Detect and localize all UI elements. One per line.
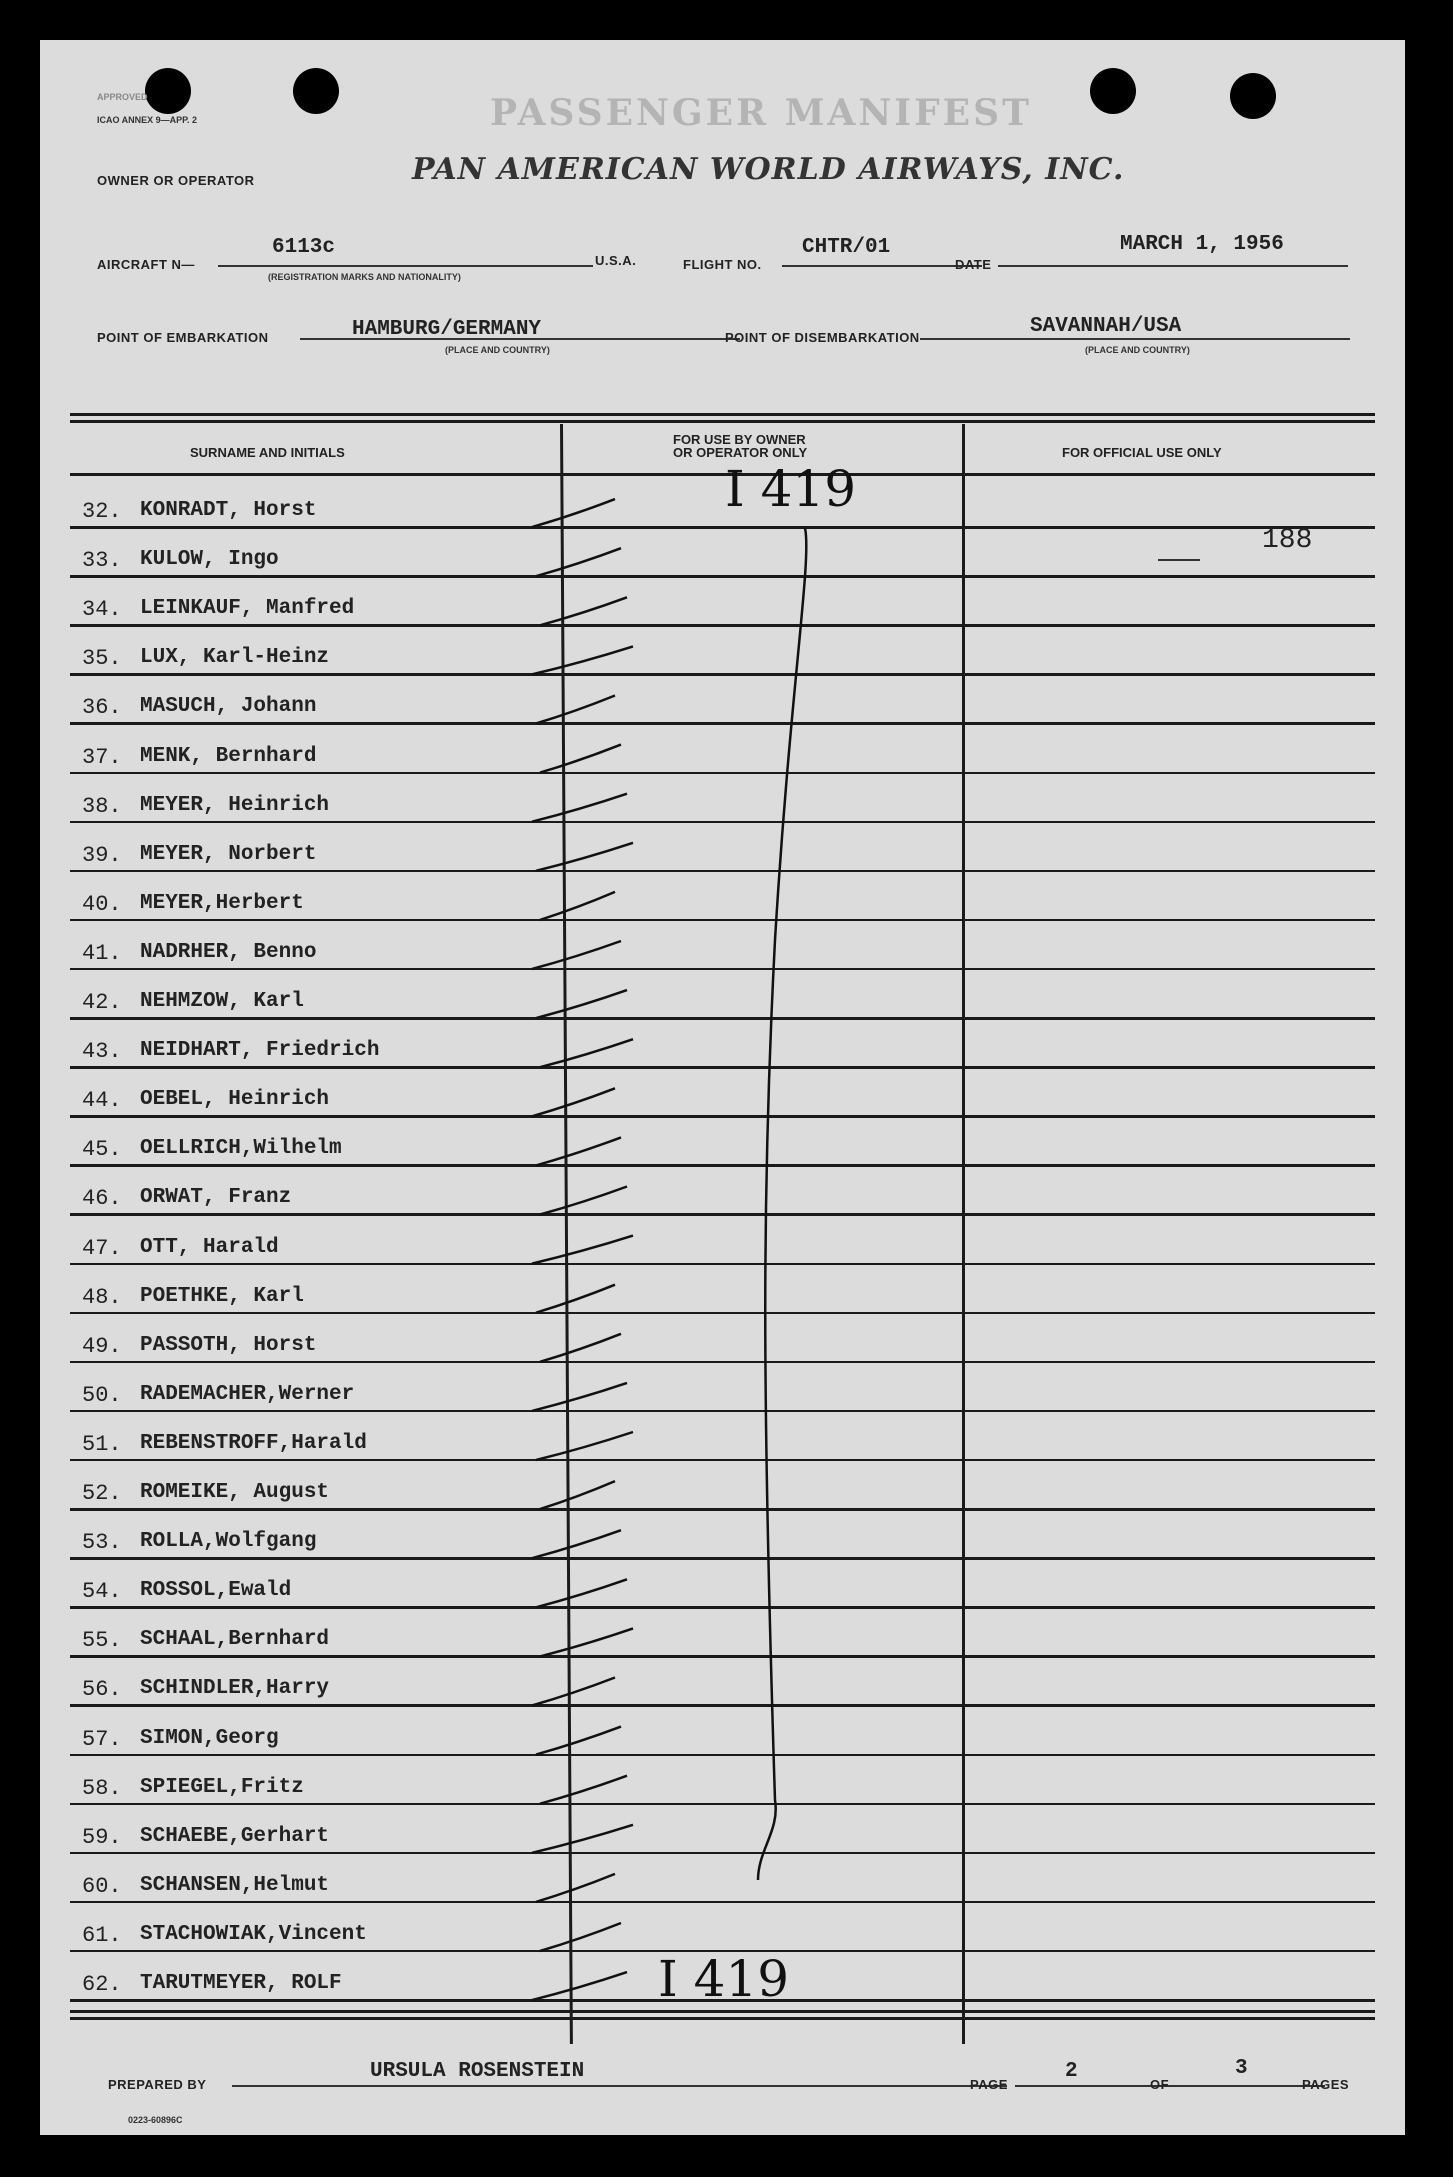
table-row	[40, 1511, 1405, 1560]
passenger-name: MEYER,Herbert	[140, 891, 304, 915]
prepared-by: URSULA ROSENSTEIN	[370, 2060, 585, 2083]
approval-line: APPROVED	[97, 92, 148, 102]
country-label: U.S.A.	[595, 253, 637, 268]
table-row	[40, 1658, 1405, 1707]
passenger-number: 44.	[82, 1088, 122, 1114]
passenger-name: MEYER, Norbert	[140, 842, 317, 866]
handwritten-code-top: I 419	[725, 460, 857, 518]
passenger-number: 51.	[82, 1431, 122, 1457]
pages-label: PAGES	[1302, 2077, 1350, 2092]
passenger-name: ORWAT, Franz	[140, 1186, 292, 1210]
company-name: PAN AMERICAN WORLD AIRWAYS, INC.	[412, 152, 1125, 187]
disembarkation-label: POINT OF DISEMBARKATION	[725, 330, 920, 345]
passenger-name: MASUCH, Johann	[140, 695, 317, 719]
passenger-name: KONRADT, Horst	[140, 499, 317, 523]
table-bottom-rule	[70, 2010, 1375, 2013]
table-row	[40, 1560, 1405, 1609]
table-row	[40, 775, 1405, 824]
table-row	[40, 1413, 1405, 1462]
passenger-number: 52.	[82, 1481, 122, 1507]
aircraft-sublabel: (REGISTRATION MARKS AND NATIONALITY)	[268, 272, 461, 282]
aircraft-number: 6113c	[272, 236, 336, 259]
passenger-number: 48.	[82, 1284, 122, 1310]
table-row	[40, 1217, 1405, 1266]
flight-underline	[782, 265, 982, 267]
passenger-name: REBENSTROFF,Harald	[140, 1431, 367, 1455]
passenger-name: LUX, Karl-Heinz	[140, 646, 330, 670]
header-rule	[70, 473, 1375, 476]
passenger-name: MENK, Bernhard	[140, 744, 317, 768]
passenger-name: STACHOWIAK,Vincent	[140, 1922, 367, 1946]
table-row	[40, 726, 1405, 775]
date-underline	[998, 265, 1348, 267]
embarkation-point: HAMBURG/GERMANY	[352, 318, 542, 341]
owner-label: OWNER OR OPERATOR	[97, 173, 255, 188]
table-top-rule	[70, 420, 1375, 423]
passenger-number: 53.	[82, 1530, 122, 1556]
passenger-number: 49.	[82, 1333, 122, 1359]
column-header-surname: SURNAME AND INITIALS	[190, 445, 345, 460]
table-bottom-rule	[70, 2017, 1375, 2020]
passenger-number: 55.	[82, 1628, 122, 1654]
passenger-name: OTT, Harald	[140, 1235, 279, 1259]
punch-hole	[293, 68, 339, 114]
passenger-name: NADRHER, Benno	[140, 940, 317, 964]
flight-number: CHTR/01	[802, 236, 891, 259]
passenger-name: SIMON,Georg	[140, 1726, 279, 1750]
manifest-paper	[40, 40, 1405, 2135]
page-number: 2	[1065, 2060, 1078, 2083]
table-row	[40, 480, 1405, 529]
passenger-number: 57.	[82, 1726, 122, 1752]
passenger-name: SCHINDLER,Harry	[140, 1677, 330, 1701]
passenger-number: 41.	[82, 940, 122, 966]
disembarkation-point: SAVANNAH/USA	[1030, 315, 1182, 338]
passenger-number: 43.	[82, 1039, 122, 1065]
table-row	[40, 1118, 1405, 1167]
passenger-number: 47.	[82, 1235, 122, 1261]
passenger-name: PASSOTH, Horst	[140, 1333, 317, 1357]
passenger-name: NEHMZOW, Karl	[140, 990, 304, 1014]
passenger-number: 33.	[82, 548, 122, 574]
punch-hole	[145, 68, 191, 114]
passenger-number: 39.	[82, 842, 122, 868]
table-row	[40, 1462, 1405, 1511]
flight-date: MARCH 1, 1956	[1120, 233, 1284, 256]
table-row	[40, 1708, 1405, 1757]
table-row	[40, 1069, 1405, 1118]
punch-hole	[1230, 73, 1276, 119]
table-row	[40, 1020, 1405, 1069]
passenger-name: LEINKAUF, Manfred	[140, 597, 355, 621]
passenger-name: SCHAAL,Bernhard	[140, 1628, 330, 1652]
passenger-name: SPIEGEL,Fritz	[140, 1775, 304, 1799]
document-title: PASSENGER MANIFEST	[490, 92, 1032, 134]
table-row	[40, 1609, 1405, 1658]
punch-hole	[1090, 68, 1136, 114]
column-header-official: FOR OFFICIAL USE ONLY	[1062, 445, 1222, 460]
disembarkation-sublabel: (PLACE AND COUNTRY)	[1085, 345, 1190, 355]
passenger-number: 42.	[82, 990, 122, 1016]
approval-line: ICAO ANNEX 9—APP. 2	[97, 115, 198, 125]
passenger-name: SCHANSEN,Helmut	[140, 1873, 330, 1897]
official-number: 188	[1262, 525, 1313, 556]
table-row	[40, 529, 1405, 578]
passenger-number: 36.	[82, 695, 122, 721]
passenger-name: OEBEL, Heinrich	[140, 1088, 330, 1112]
column-header-owner-use: FOR USE BY OWNER	[673, 432, 806, 447]
table-row	[40, 824, 1405, 873]
passenger-number: 56.	[82, 1677, 122, 1703]
passenger-name: NEIDHART, Friedrich	[140, 1039, 380, 1063]
passenger-number: 50.	[82, 1382, 122, 1408]
passenger-number: 61.	[82, 1922, 122, 1948]
passenger-number: 40.	[82, 891, 122, 917]
table-row	[40, 922, 1405, 971]
table-row	[40, 1757, 1405, 1806]
table-row	[40, 578, 1405, 627]
passenger-name: SCHAEBE,Gerhart	[140, 1824, 330, 1848]
table-row	[40, 1904, 1405, 1953]
passenger-number: 45.	[82, 1137, 122, 1163]
table-top-rule	[70, 413, 1375, 416]
passenger-number: 37.	[82, 744, 122, 770]
passenger-name: ROSSOL,Ewald	[140, 1579, 292, 1603]
disembarkation-underline	[920, 338, 1350, 340]
passenger-number: 35.	[82, 646, 122, 672]
passenger-number: 34.	[82, 597, 122, 623]
passenger-number: 54.	[82, 1579, 122, 1605]
table-row	[40, 1855, 1405, 1904]
handwritten-code-bottom: I 419	[658, 1950, 790, 2008]
aircraft-label: AIRCRAFT N—	[97, 257, 195, 272]
passenger-name: TARUTMEYER, ROLF	[140, 1972, 342, 1996]
table-row	[40, 971, 1405, 1020]
passenger-name: ROMEIKE, August	[140, 1481, 330, 1505]
passenger-number: 38.	[82, 793, 122, 819]
passenger-number: 60.	[82, 1873, 122, 1899]
of-label: OF	[1150, 2077, 1170, 2092]
table-row	[40, 1364, 1405, 1413]
flight-label: FLIGHT NO.	[683, 257, 762, 272]
table-row	[40, 1315, 1405, 1364]
passenger-name: MEYER, Heinrich	[140, 793, 330, 817]
table-row	[40, 676, 1405, 725]
table-row	[40, 1167, 1405, 1216]
embarkation-sublabel: (PLACE AND COUNTRY)	[445, 345, 550, 355]
passenger-number: 62.	[82, 1972, 122, 1998]
table-row	[40, 873, 1405, 922]
passenger-name: POETHKE, Karl	[140, 1284, 304, 1308]
column-header-owner-use: OR OPERATOR ONLY	[673, 445, 808, 460]
passenger-name: OELLRICH,Wilhelm	[140, 1137, 342, 1161]
form-code: 0223-60896C	[128, 2115, 183, 2125]
table-row	[40, 627, 1405, 676]
passenger-number: 58.	[82, 1775, 122, 1801]
page-label: PAGE	[970, 2077, 1008, 2092]
table-row	[40, 1806, 1405, 1855]
table-row	[40, 1266, 1405, 1315]
total-pages: 3	[1235, 2057, 1248, 2080]
aircraft-underline	[218, 265, 593, 267]
passenger-name: ROLLA,Wolfgang	[140, 1530, 317, 1554]
prepared-by-label: PREPARED BY	[108, 2077, 207, 2092]
passenger-name: RADEMACHER,Werner	[140, 1382, 355, 1406]
passenger-number: 59.	[82, 1824, 122, 1850]
passenger-number: 46.	[82, 1186, 122, 1212]
passenger-number: 32.	[82, 499, 122, 525]
prepared-by-underline	[232, 2085, 1007, 2087]
embarkation-label: POINT OF EMBARKATION	[97, 330, 269, 345]
date-label: DATE	[955, 257, 992, 272]
passenger-name: KULOW, Ingo	[140, 548, 279, 572]
